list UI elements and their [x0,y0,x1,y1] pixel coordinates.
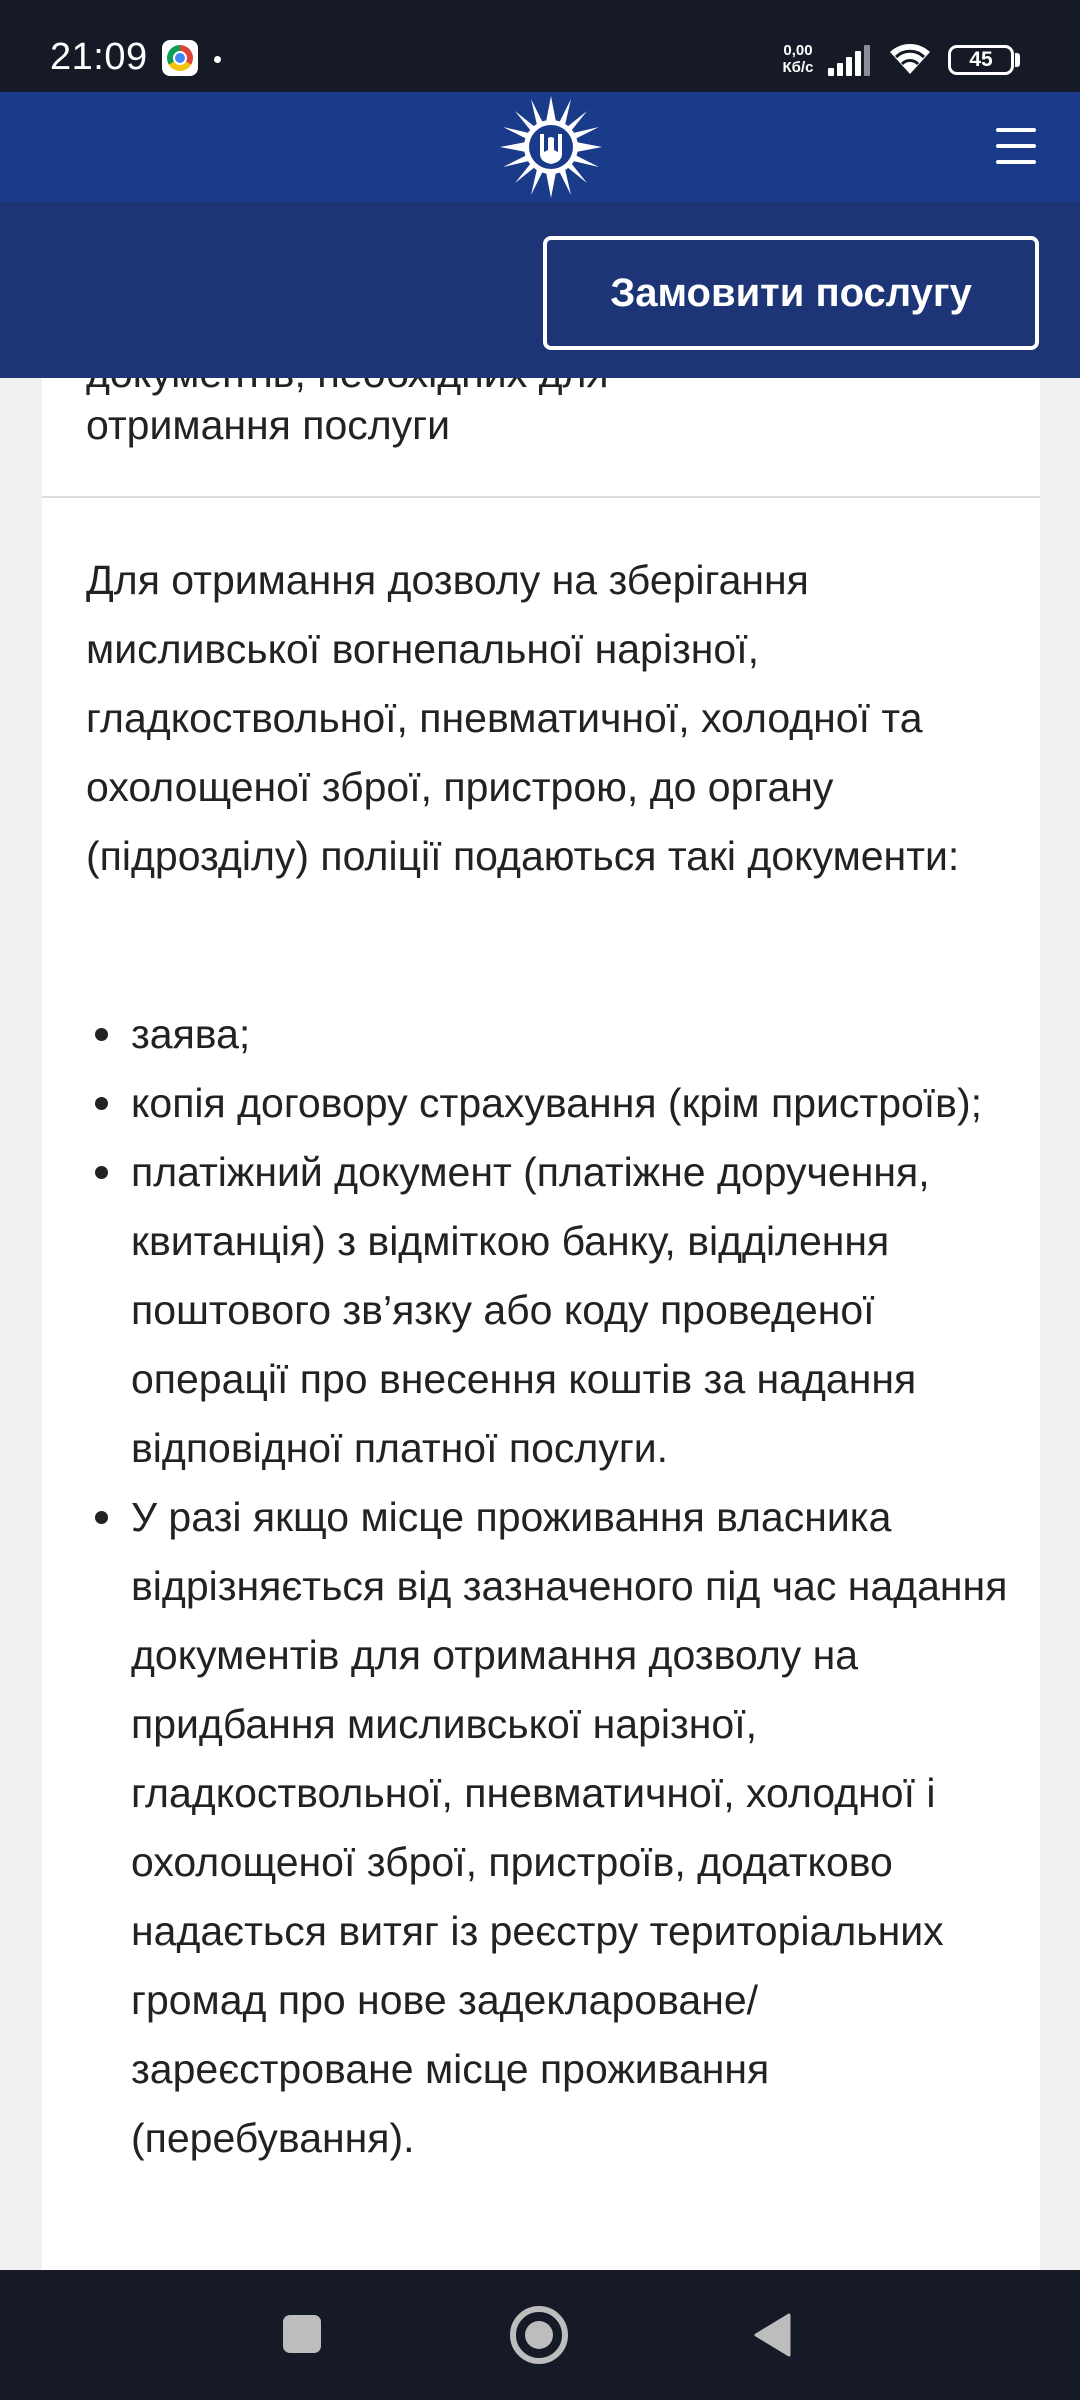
network-speed [776,42,820,76]
status-time: 21:09 [50,36,148,78]
service-content-card [42,320,1040,2270]
divider [42,496,1040,498]
status-bar [0,0,1080,92]
network-speed-unit: Кб/с [782,59,814,76]
list-item: заява; [86,1000,1026,1069]
list-item: платіжний документ (платіжне доручення, квитанція) з відміткою банку, відділення поштового зв’язку або коду проведеної операції про внесення коштів за надання відповідної платної послуги. [86,1138,1026,1483]
home-icon[interactable] [510,2306,568,2364]
police-emblem-icon[interactable] [498,94,604,200]
notification-dot-icon [214,56,221,63]
recent-apps-icon[interactable] [283,2315,321,2353]
battery-cap [1015,53,1020,67]
site-header [0,92,1080,202]
hamburger-menu-icon[interactable] [996,128,1040,166]
order-service-bar [0,202,1080,378]
list-item: копія договору страхування (крім пристроїв); [86,1069,1026,1138]
back-icon[interactable] [752,2312,792,2358]
battery-level: 45 [969,48,993,71]
required-documents-list [86,1000,1026,2173]
system-nav-bar [0,2270,1080,2400]
intro-paragraph: Для отримання дозволу на зберігання мисливської вогнепальної нарізної, гладкоствольної, пневматичної, холодної та охолощеної зброї, пристрою, до органу (підрозділу) поліції подаються такі документи: [86,557,960,879]
battery-icon [948,45,1014,75]
section-title: отримання послуги [86,402,451,448]
signal-icon [828,44,876,76]
list-item: У разі якщо місце проживання власника відрізняється від зазначеного під час надання документів для отримання дозволу на придбання мисливської нарізної, гладкоствольної, пневматичної, холодної і охолощеної зброї, пристроїв, додатково надається витяг із реєстру територіальних громад про нове задеклароване/зареєстроване місце проживання (перебування). [86,1483,1026,2173]
order-service-button[interactable]: Замовити послугу [543,236,1039,350]
wifi-icon [887,40,933,76]
chrome-icon [162,40,198,76]
network-speed-value: 0,00 [783,42,813,59]
